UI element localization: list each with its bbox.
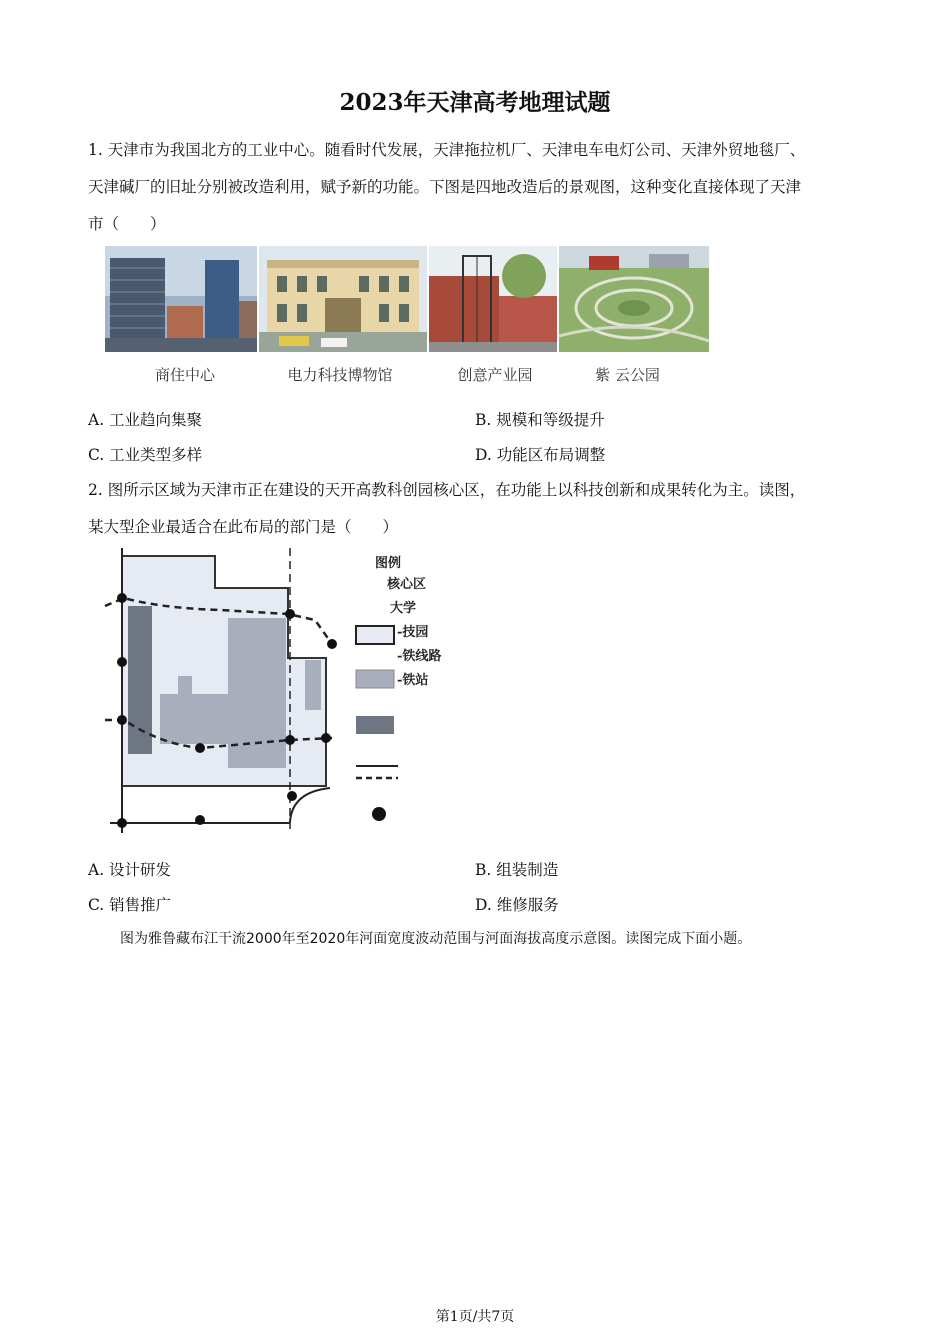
photo-creative-park xyxy=(429,246,557,352)
legend-label-university: 大学 xyxy=(390,601,417,616)
q2-option-a: A. 设计研发 xyxy=(88,861,172,879)
q2-stem-line: 2. 图所示区域为天津市正在建设的天开高教科创园核心区，在功能上以科技创新和成果转化为主。读图， xyxy=(88,481,806,499)
q1-option-b: B. 规模和等级提升 xyxy=(475,411,605,429)
next-question-intro: 图为雅鲁藏布江干流2000年至2020年河面宽度波动范围与河面海拔高度示意图。读图完成下面小题。 xyxy=(120,931,752,947)
legend-label-techpark: -技园 xyxy=(397,625,429,640)
q1-stem-line: 市（ ） xyxy=(88,215,166,233)
photo-commercial-center xyxy=(105,246,257,352)
caption-creative-park: 创意产业园 xyxy=(457,366,533,384)
q1-option-d: D. 功能区布局调整 xyxy=(475,446,606,464)
page-title: 2023年天津高考地理试题 xyxy=(339,89,611,116)
q2-option-c: C. 销售推广 xyxy=(88,896,172,914)
q1-stem xyxy=(88,132,868,243)
q1-option-c: C. 工业类型多样 xyxy=(88,446,203,464)
caption-ziyun-park: 紫 云公园 xyxy=(595,366,660,384)
q1-option-a: A. 工业趋向集聚 xyxy=(88,411,203,429)
legend-label-metro-line: -铁线路 xyxy=(397,649,442,664)
legend-title: 图例 xyxy=(375,556,402,571)
q2-stem-line: 某大型企业最适合在此布局的部门是（ ） xyxy=(88,518,399,536)
photo-ziyun-park xyxy=(559,246,709,352)
q1-photo-strip xyxy=(105,246,710,354)
q2-stem xyxy=(88,472,868,546)
caption-commercial-center: 商住中心 xyxy=(154,366,215,384)
q2-option-b: B. 组装制造 xyxy=(475,861,559,879)
legend-swatches xyxy=(352,622,402,832)
q2-option-d: D. 维修服务 xyxy=(475,896,559,914)
q1-stem-line: 1. 天津市为我国北方的工业中心。随看时代发展，天津拖拉机厂、天津电车电灯公司、天津外贸地毯厂、 xyxy=(88,141,806,159)
caption-power-museum: 电力科技博物馆 xyxy=(287,366,393,384)
q1-stem-line: 天津碱厂的旧址分别被改造利用，赋予新的功能。下图是四地改造后的景观图，这种变化直接体现了天津 xyxy=(88,178,802,196)
photo-power-museum xyxy=(259,246,427,352)
page-footer: 第1页/共7页 xyxy=(435,1309,515,1325)
legend-label-metro-station: -铁站 xyxy=(397,673,429,688)
legend-label-core: 核心区 xyxy=(387,577,427,592)
